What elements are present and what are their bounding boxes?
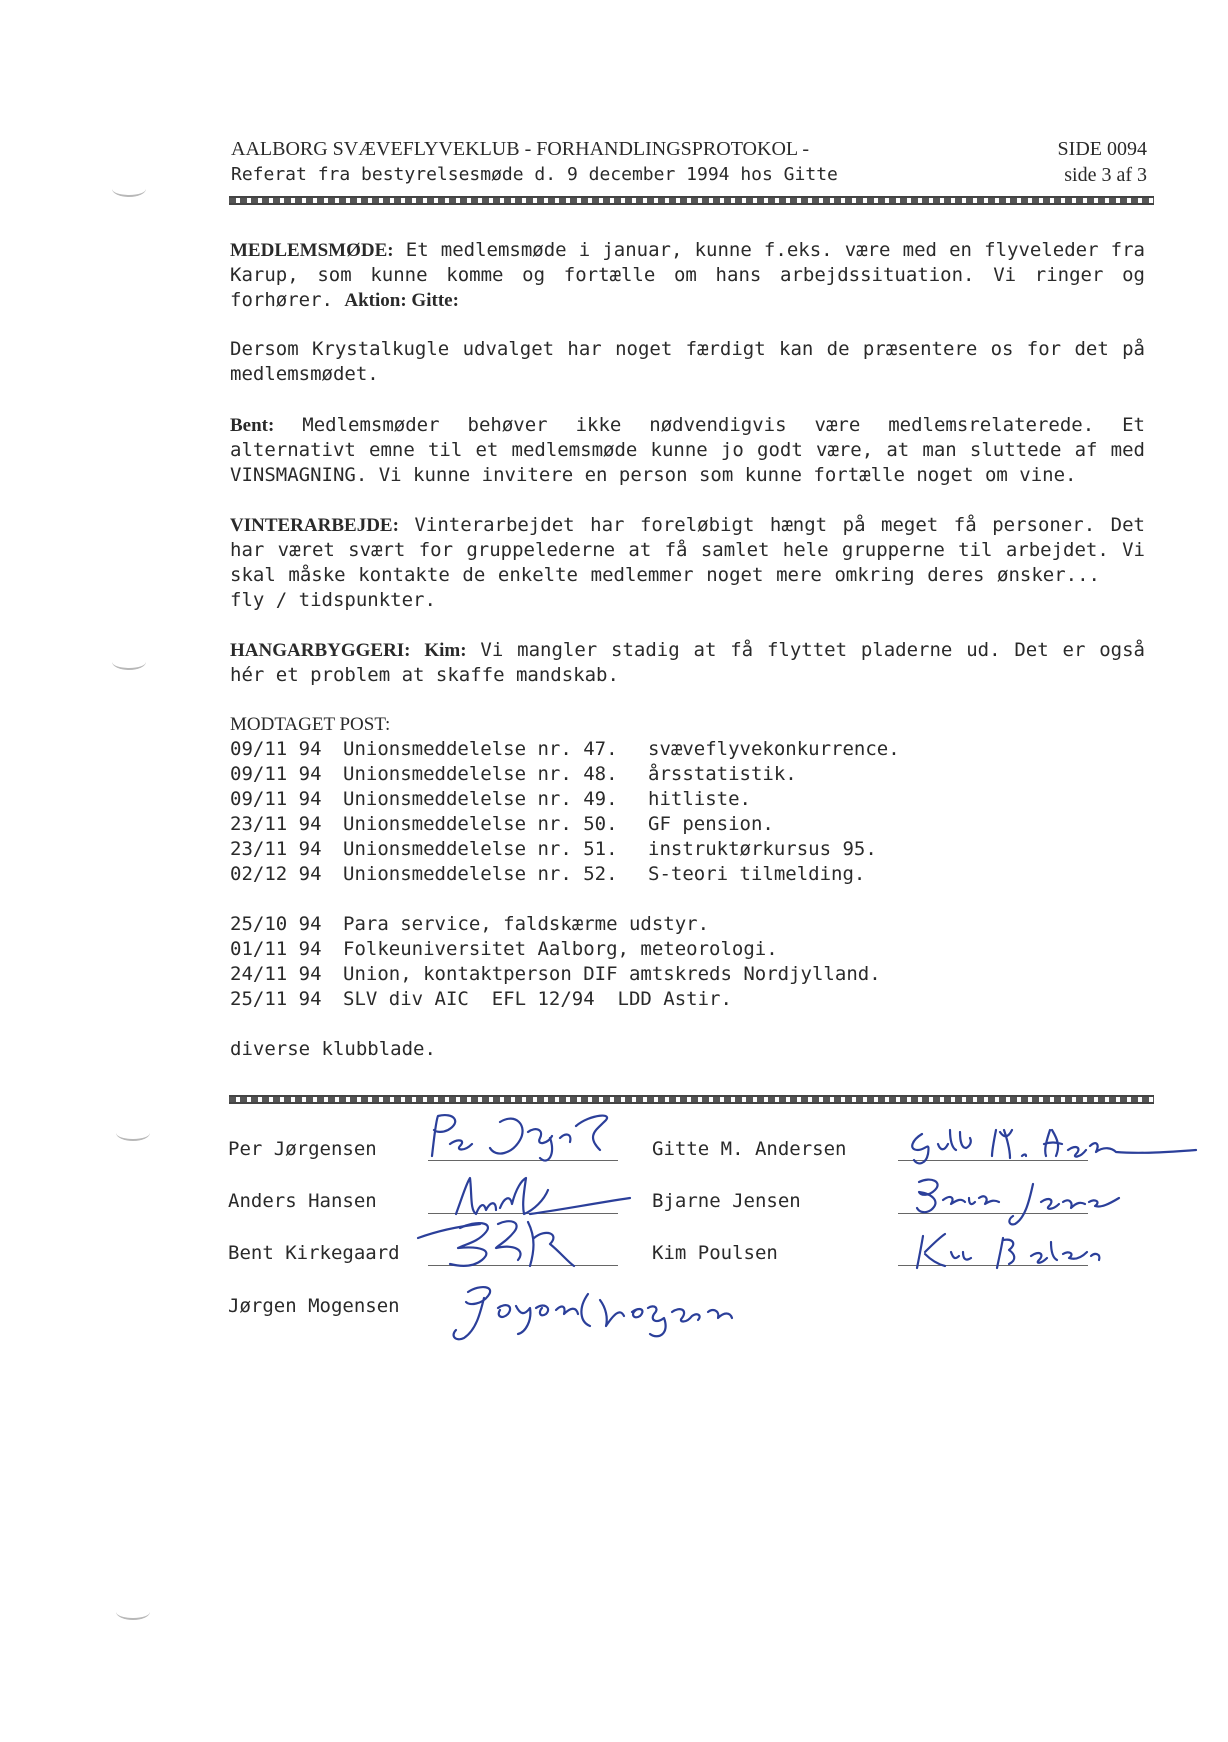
section-label: MEDLEMSMØDE: xyxy=(230,240,394,261)
mail-sender: Unionsmeddelelse nr. 52. xyxy=(343,863,618,885)
section-text: Dersom Krystalkugle udvalget har noget færdigt kan de præsentere os for det på medlemsmødet. xyxy=(230,338,1145,385)
handwritten-signature xyxy=(905,1228,1105,1272)
union-mail-list xyxy=(230,737,900,887)
mail-date: 25/10 94 xyxy=(230,913,322,935)
mail-row xyxy=(230,787,900,812)
mail-date: 25/11 94 xyxy=(230,988,322,1010)
mail-date: 24/11 94 xyxy=(230,963,322,985)
mail-date: 01/11 94 xyxy=(230,938,322,960)
page-of: side 3 af 3 xyxy=(1064,164,1147,186)
action-label: Aktion: Gitte: xyxy=(344,290,459,311)
page-info xyxy=(1058,136,1147,188)
section-label: Bent: xyxy=(230,415,275,436)
mail-date: 09/11 94 xyxy=(230,738,322,760)
section-text: Vi mangler stadig at få flyttet pladerne ud. Det er også hér et problem at skaffe mandskab. xyxy=(230,639,1145,686)
mail-subject: svæveflyvekonkurrence. xyxy=(648,738,900,760)
signer-name: Per Jørgensen xyxy=(228,1138,377,1160)
document-header xyxy=(231,136,838,188)
mail-text: Union, kontaktperson DIF amtskreds Nordjylland. xyxy=(343,963,881,985)
mail-subject: S-teori tilmelding. xyxy=(648,863,866,885)
header-divider xyxy=(229,196,1154,205)
page-label: SIDE 0094 xyxy=(1057,138,1147,160)
mail-subject: instruktørkursus 95. xyxy=(648,838,877,860)
handwritten-signature xyxy=(440,1278,740,1344)
misc-mail: diverse klubblade. xyxy=(230,1038,436,1060)
mail-row xyxy=(230,962,900,987)
section-text: Vinterarbejdet har foreløbigt hængt på meget få personer. Det har været svært for gruppelederne at få samlet hele grupperne til arbejdet. Vi skal måske kontakte de enkelte medlemmer noget mere omkring deres ønsker... xyxy=(230,514,1145,586)
document-subtitle: Referat fra bestyrelsesmøde d. 9 december 1994 hos Gitte xyxy=(231,164,838,185)
mail-date: 09/11 94 xyxy=(230,788,322,810)
signer-name: Bent Kirkegaard xyxy=(228,1242,400,1264)
handwritten-signature xyxy=(900,1120,1200,1170)
section-text-tail: fly / tidspunkter. xyxy=(230,589,436,611)
mail-sender: Unionsmeddelelse nr. 47. xyxy=(343,738,618,760)
mail-row xyxy=(230,937,900,962)
mail-subject: GF pension. xyxy=(648,813,774,835)
signer-name: Gitte M. Andersen xyxy=(652,1138,847,1160)
mail-date: 02/12 94 xyxy=(230,863,322,885)
punch-hole xyxy=(112,181,146,197)
mail-row xyxy=(230,987,900,1012)
signer-name: Bjarne Jensen xyxy=(652,1190,801,1212)
section-text: Et medlemsmøde i januar, kunne f.eks. være med en flyveleder fra Karup, som kunne komme og fortælle om hans arbejdssituation. Vi ringer og forhører. xyxy=(230,239,1145,311)
section-medlemsmode xyxy=(230,238,1145,313)
section-hangarbyggeri xyxy=(230,638,1145,688)
mail-date: 23/11 94 xyxy=(230,813,322,835)
mail-text: SLV div AIC EFL 12/94 LDD Astir. xyxy=(343,988,732,1010)
section-bent xyxy=(230,413,1145,488)
mail-row xyxy=(230,912,900,937)
mail-row xyxy=(230,837,900,862)
mail-sender: Unionsmeddelelse nr. 49. xyxy=(343,788,618,810)
mail-text: Folkeuniversitet Aalborg, meteorologi. xyxy=(343,938,778,960)
section-label: HANGARBYGGERI: xyxy=(230,640,411,661)
section-label: VINTERARBEJDE: xyxy=(230,515,399,536)
speaker-label: Kim: xyxy=(424,640,467,661)
punch-hole xyxy=(112,654,146,670)
handwritten-signature xyxy=(905,1172,1125,1232)
mail-row xyxy=(230,762,900,787)
punch-hole xyxy=(116,1604,150,1620)
received-mail-heading: MODTAGET POST: xyxy=(230,714,391,735)
mail-text: Para service, faldskærme udstyr. xyxy=(343,913,710,935)
section-vinterarbejde xyxy=(230,513,1145,613)
mail-date: 23/11 94 xyxy=(230,838,322,860)
mail-row xyxy=(230,862,900,887)
punch-hole xyxy=(116,1125,150,1141)
signer-name: Kim Poulsen xyxy=(652,1242,778,1264)
mail-sender: Unionsmeddelelse nr. 50. xyxy=(343,813,618,835)
mail-sender: Unionsmeddelelse nr. 48. xyxy=(343,763,618,785)
mail-date: 09/11 94 xyxy=(230,763,322,785)
section-krystalkugle xyxy=(230,337,1145,387)
handwritten-signature xyxy=(410,1208,620,1272)
handwritten-signature xyxy=(420,1108,640,1168)
other-mail-list xyxy=(230,912,900,1012)
signer-name: Anders Hansen xyxy=(228,1190,377,1212)
mail-subject: hitliste. xyxy=(648,788,751,810)
mail-subject: årsstatistik. xyxy=(648,763,797,785)
mail-row xyxy=(230,812,900,837)
document-title: AALBORG SVÆVEFLYVEKLUB - FORHANDLINGSPROTOKOL - xyxy=(231,138,810,160)
section-text: Medlemsmøder behøver ikke nødvendigvis være medlemsrelaterede. Et alternativt emne til et medlemsmøde kunne jo godt være, at man sluttede af med VINSMAGNING. Vi kunne invitere en person som kunne fortælle noget om vine. xyxy=(230,414,1145,486)
mail-sender: Unionsmeddelelse nr. 51. xyxy=(343,838,618,860)
signer-name: Jørgen Mogensen xyxy=(228,1295,400,1317)
signature-divider xyxy=(229,1095,1154,1104)
received-mail xyxy=(230,712,900,1062)
mail-row xyxy=(230,737,900,762)
